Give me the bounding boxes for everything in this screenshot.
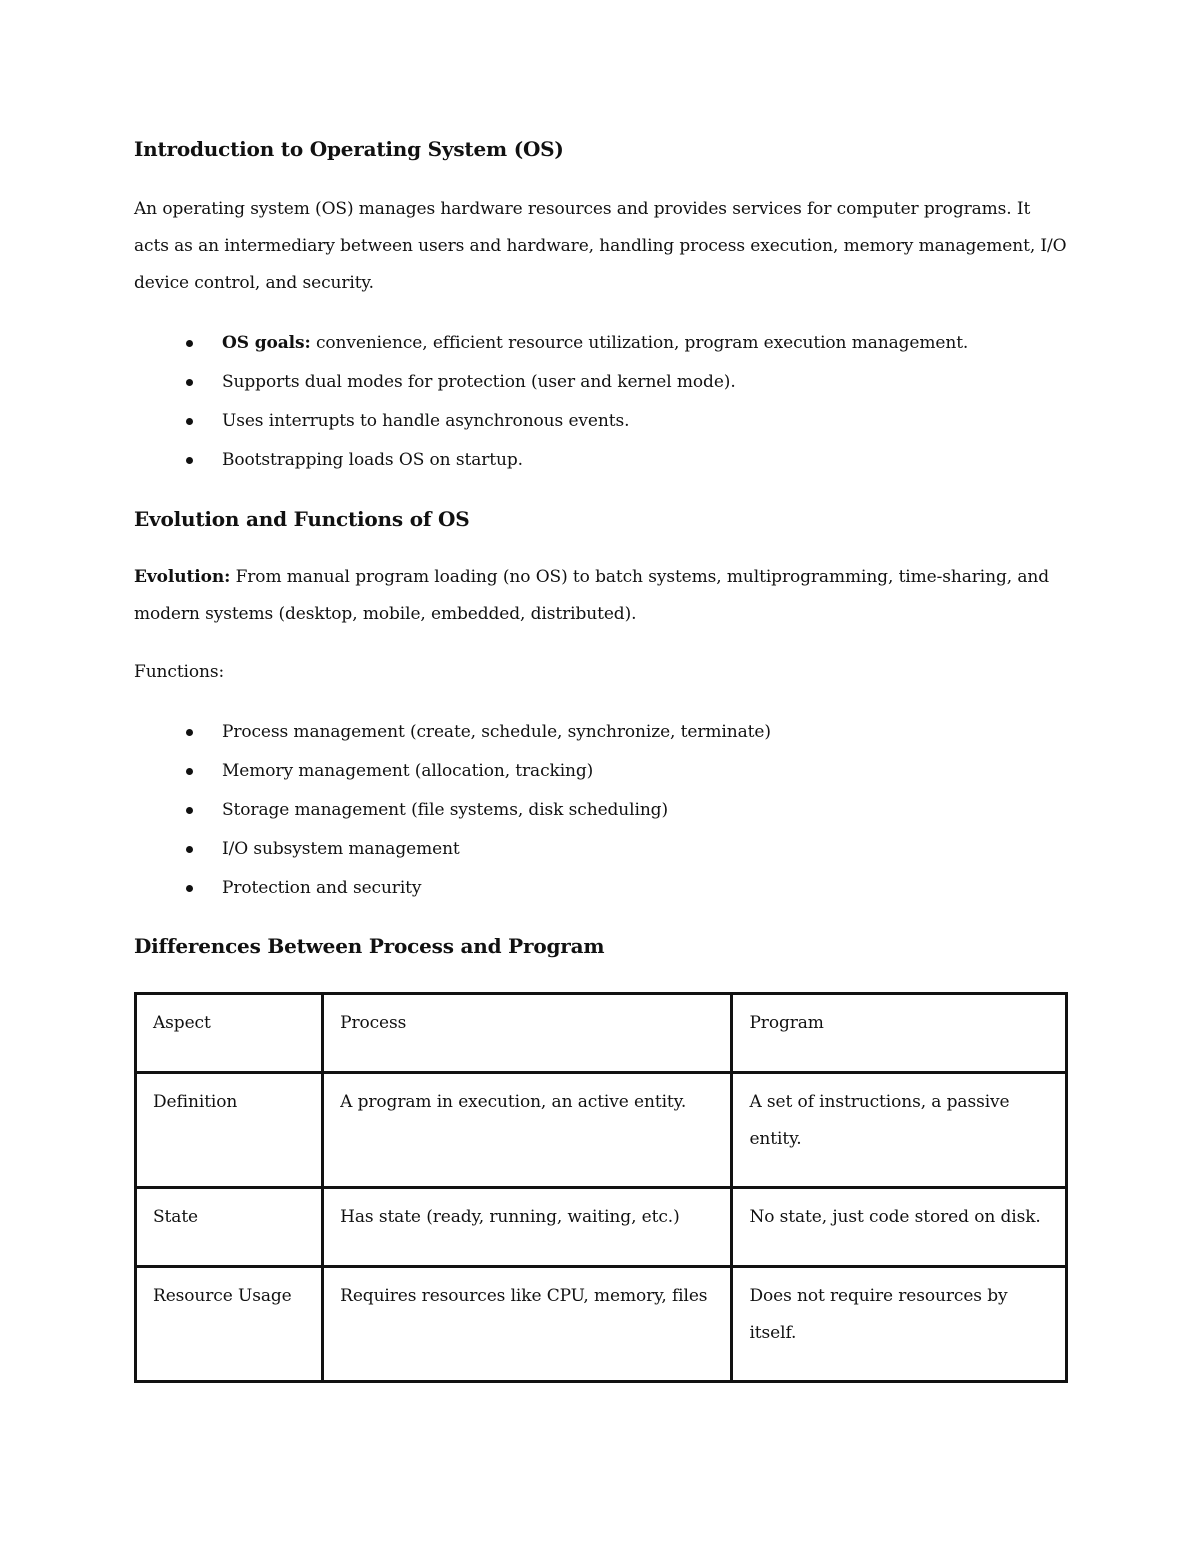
table-header-cell: Process <box>323 994 732 1073</box>
bullet-icon <box>186 457 193 464</box>
list-item-text: Memory management (allocation, tracking) <box>222 761 594 781</box>
list-item <box>134 334 1034 373</box>
list-item-text: Supports dual modes for protection (user and kernel mode). <box>222 372 736 392</box>
table-cell: Does not require resources by itself. <box>732 1267 1067 1382</box>
bullet-icon <box>186 379 193 386</box>
table-cell: No state, just code stored on disk. <box>732 1188 1067 1267</box>
table-cell: A program in execution, an active entity. <box>323 1073 732 1188</box>
list-item <box>134 412 1034 451</box>
list-item <box>134 373 1034 412</box>
bullet-icon <box>186 768 193 775</box>
list-item <box>134 840 1034 879</box>
list-item <box>134 723 1034 762</box>
list-item-text: convenience, efficient resource utilization, program execution management. <box>310 333 969 353</box>
evolution-paragraph <box>134 559 1068 633</box>
bullet-icon <box>186 340 193 347</box>
functions-list <box>134 723 1034 918</box>
list-item-text: Uses interrupts to handle asynchronous events. <box>222 411 630 431</box>
list-item <box>134 762 1034 801</box>
list-item <box>134 879 1034 918</box>
bullet-icon <box>186 418 193 425</box>
table-cell: State <box>136 1188 323 1267</box>
table-row <box>136 1267 1067 1382</box>
table-row <box>136 1073 1067 1188</box>
bullet-icon <box>186 807 193 814</box>
bullet-icon <box>186 885 193 892</box>
bullet-icon <box>186 846 193 853</box>
list-item <box>134 451 1034 490</box>
table-header-cell: Program <box>732 994 1067 1073</box>
list-item-bold: OS goals: <box>222 333 311 353</box>
table-row <box>136 1188 1067 1267</box>
table-cell: Has state (ready, running, waiting, etc.) <box>323 1188 732 1267</box>
evolution-text: From manual program loading (no OS) to batch systems, multiprogramming, time-sharing, and modern systems (desktop, mobile, embedded, distributed). <box>134 567 1050 624</box>
list-item <box>134 801 1034 840</box>
intro-heading: Introduction to Operating System (OS) <box>134 137 564 161</box>
os-goals-list <box>134 334 1034 490</box>
table-cell: Resource Usage <box>136 1267 323 1382</box>
functions-label: Functions: <box>134 662 225 682</box>
list-item-text: Protection and security <box>222 878 422 898</box>
list-item-text: I/O subsystem management <box>222 839 460 859</box>
evolution-heading: Evolution and Functions of OS <box>134 507 470 531</box>
list-item-text: Bootstrapping loads OS on startup. <box>222 450 523 470</box>
list-item-text: Storage management (file systems, disk scheduling) <box>222 800 668 820</box>
table-header-row <box>136 994 1067 1073</box>
comparison-table <box>134 992 1068 1383</box>
comparison-heading: Differences Between Process and Program <box>134 934 605 958</box>
table-cell: A set of instructions, a passive entity. <box>732 1073 1067 1188</box>
table-cell: Requires resources like CPU, memory, files <box>323 1267 732 1382</box>
bullet-icon <box>186 729 193 736</box>
table-header-cell: Aspect <box>136 994 323 1073</box>
evolution-label: Evolution: <box>134 567 231 587</box>
list-item-text: Process management (create, schedule, synchronize, terminate) <box>222 722 771 742</box>
intro-paragraph: An operating system (OS) manages hardware resources and provides services for computer programs. It acts as an intermediary between users and hardware, handling process execution, memory management, I/O device control, and security. <box>134 199 1067 293</box>
table-cell: Definition <box>136 1073 323 1188</box>
